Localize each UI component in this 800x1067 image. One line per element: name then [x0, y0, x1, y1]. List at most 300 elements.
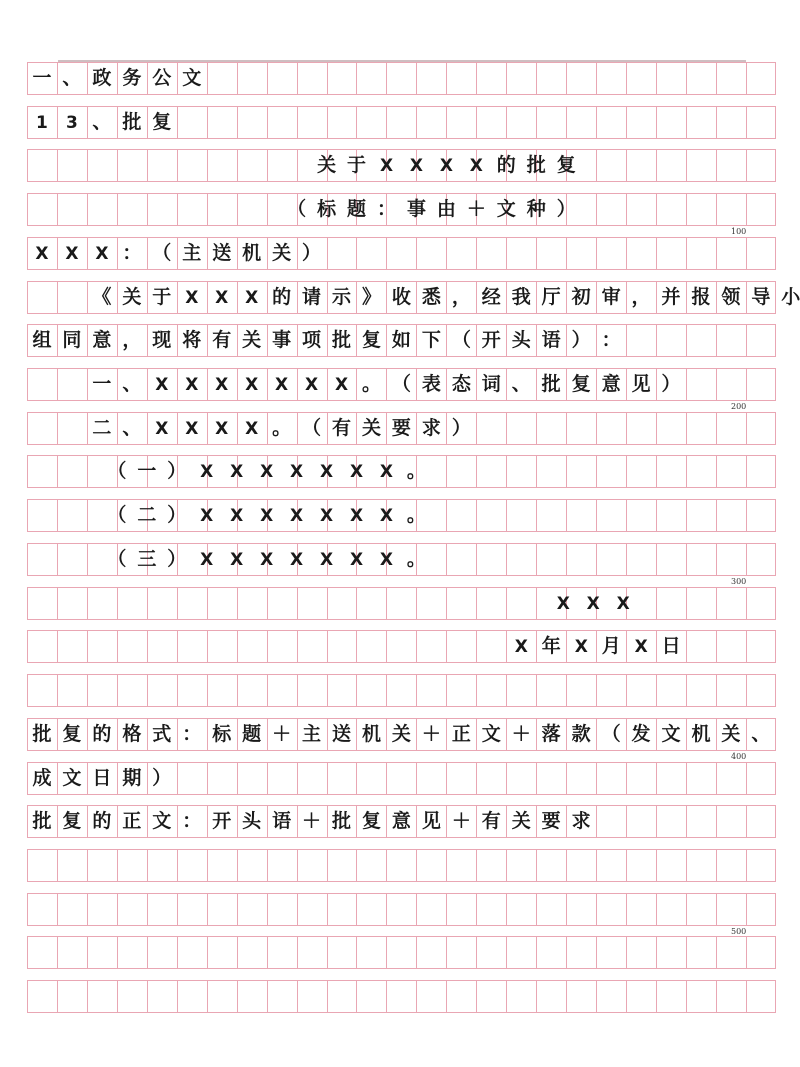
grid-cell	[27, 894, 57, 925]
grid-cell	[716, 588, 746, 619]
grid-cell	[207, 107, 237, 138]
grid-cell	[506, 238, 536, 269]
grid-cell	[656, 456, 686, 487]
grid-cell	[476, 981, 506, 1012]
text-line: 1 3 、 批 复	[36, 110, 172, 133]
grid-cell	[686, 544, 716, 575]
grid-cell	[746, 456, 776, 487]
text-line: （ 二 ） X X X X X X X 。	[107, 504, 426, 527]
grid-cell	[746, 413, 776, 444]
grid-cell	[356, 588, 386, 619]
grid-cell	[177, 631, 207, 662]
grid-cell	[626, 544, 656, 575]
grid-cell	[686, 675, 716, 706]
grid-cell	[237, 763, 267, 794]
grid-cell	[267, 631, 297, 662]
grid-cell	[57, 194, 87, 225]
grid-cell	[117, 981, 147, 1012]
grid-cell	[177, 894, 207, 925]
grid-cell	[626, 456, 656, 487]
grid-cell	[237, 63, 267, 94]
grid-cell	[686, 631, 716, 662]
grid-cell	[566, 763, 596, 794]
grid-cell	[686, 981, 716, 1012]
grid-cell	[27, 456, 57, 487]
grid-cell	[327, 981, 357, 1012]
grid-cell	[207, 675, 237, 706]
grid-cell	[596, 456, 626, 487]
grid-cell	[57, 369, 87, 400]
grid-cell	[476, 631, 506, 662]
grid-cell	[596, 413, 626, 444]
character-count-marker: 500	[731, 926, 747, 936]
grid-cell	[57, 500, 87, 531]
grid-cell	[566, 456, 596, 487]
grid-cell	[327, 631, 357, 662]
grid-cell	[327, 238, 357, 269]
grid-cell	[356, 675, 386, 706]
grid-cell	[716, 806, 746, 837]
grid-cell	[626, 194, 656, 225]
grid-cell	[716, 763, 746, 794]
grid-cell	[446, 894, 476, 925]
grid-cell	[386, 763, 416, 794]
character-count-marker: 100	[731, 227, 747, 237]
grid-cell	[147, 894, 177, 925]
grid-cell	[386, 850, 416, 881]
grid-cell	[356, 850, 386, 881]
grid-cell	[566, 894, 596, 925]
text-line: （ 标 题 ： 事 由 ＋ 文 种 ）	[287, 198, 576, 221]
grid-cell	[207, 981, 237, 1012]
grid-cell	[297, 588, 327, 619]
grid-cell	[87, 981, 117, 1012]
grid-cell	[177, 150, 207, 181]
grid-cell	[297, 675, 327, 706]
grid-cell	[267, 981, 297, 1012]
grid-row	[27, 893, 776, 926]
grid-cell	[177, 763, 207, 794]
grid-cell	[626, 325, 656, 356]
grid-cell	[267, 150, 297, 181]
grid-cell	[207, 150, 237, 181]
grid-cell	[446, 544, 476, 575]
grid-cell	[147, 981, 177, 1012]
grid-cell	[27, 544, 57, 575]
grid-cell	[716, 937, 746, 968]
grid-cell	[177, 850, 207, 881]
grid-cell	[746, 194, 776, 225]
grid-row	[27, 674, 776, 707]
grid-row	[27, 849, 776, 882]
grid-cell	[386, 631, 416, 662]
grid-cell	[416, 675, 446, 706]
grid-cell	[746, 588, 776, 619]
grid-cell	[446, 675, 476, 706]
grid-cell	[746, 806, 776, 837]
grid-cell	[656, 763, 686, 794]
grid-cell	[267, 63, 297, 94]
grid-cell	[327, 63, 357, 94]
grid-cell	[686, 806, 716, 837]
grid-cell	[237, 150, 267, 181]
grid-cell	[536, 763, 566, 794]
grid-cell	[686, 763, 716, 794]
grid-cell	[476, 63, 506, 94]
grid-cell	[386, 937, 416, 968]
text-line: 二 、 X X X X 。 （ 有 关 要 求 ）	[92, 416, 471, 439]
grid-cell	[626, 763, 656, 794]
grid-cell	[356, 937, 386, 968]
grid-cell	[566, 413, 596, 444]
grid-cell	[626, 63, 656, 94]
grid-cell	[746, 369, 776, 400]
grid-cell	[297, 63, 327, 94]
grid-cell	[596, 763, 626, 794]
grid-cell	[716, 500, 746, 531]
grid-cell	[416, 850, 446, 881]
grid-cell	[536, 850, 566, 881]
grid-cell	[596, 238, 626, 269]
grid-cell	[716, 631, 746, 662]
grid-cell	[656, 500, 686, 531]
grid-cell	[476, 413, 506, 444]
grid-cell	[147, 937, 177, 968]
grid-cell	[117, 194, 147, 225]
grid-cell	[626, 675, 656, 706]
grid-cell	[686, 107, 716, 138]
grid-cell	[87, 850, 117, 881]
grid-cell	[207, 631, 237, 662]
grid-cell	[446, 937, 476, 968]
grid-cell	[596, 194, 626, 225]
grid-cell	[117, 894, 147, 925]
grid-cell	[237, 631, 267, 662]
grid-cell	[716, 63, 746, 94]
grid-cell	[267, 588, 297, 619]
grid-cell	[716, 369, 746, 400]
grid-cell	[237, 981, 267, 1012]
grid-cell	[506, 763, 536, 794]
text-line: 组 同 意 ， 现 将 有 关 事 项 批 复 如 下 （ 开 头 语 ） ：	[32, 329, 621, 352]
grid-cell	[536, 894, 566, 925]
grid-cell	[386, 981, 416, 1012]
grid-cell	[147, 150, 177, 181]
grid-cell	[656, 194, 686, 225]
grid-cell	[506, 937, 536, 968]
grid-cell	[476, 763, 506, 794]
grid-cell	[356, 238, 386, 269]
grid-cell	[297, 631, 327, 662]
grid-cell	[177, 981, 207, 1012]
grid-cell	[177, 937, 207, 968]
grid-cell	[596, 675, 626, 706]
grid-cell	[117, 937, 147, 968]
grid-row	[27, 980, 776, 1013]
grid-cell	[506, 107, 536, 138]
grid-cell	[566, 107, 596, 138]
grid-cell	[237, 675, 267, 706]
grid-cell	[716, 150, 746, 181]
grid-cell	[386, 894, 416, 925]
grid-cell	[656, 937, 686, 968]
grid-cell	[57, 894, 87, 925]
grid-cell	[267, 763, 297, 794]
grid-cell	[177, 588, 207, 619]
grid-cell	[446, 107, 476, 138]
grid-cell	[237, 850, 267, 881]
grid-cell	[416, 107, 446, 138]
grid-cell	[87, 150, 117, 181]
grid-cell	[596, 850, 626, 881]
grid-cell	[626, 937, 656, 968]
grid-cell	[506, 981, 536, 1012]
grid-cell	[746, 937, 776, 968]
grid-cell	[446, 763, 476, 794]
grid-cell	[536, 937, 566, 968]
text-line: 一 、 X X X X X X X 。 （ 表 态 词 、 批 复 意 见 ）	[92, 373, 681, 396]
grid-cell	[656, 588, 686, 619]
grid-cell	[626, 413, 656, 444]
grid-cell	[686, 63, 716, 94]
grid-cell	[27, 194, 57, 225]
grid-cell	[267, 675, 297, 706]
grid-cell	[416, 763, 446, 794]
grid-cell	[626, 806, 656, 837]
grid-cell	[267, 850, 297, 881]
grid-cell	[716, 325, 746, 356]
grid-cell	[686, 588, 716, 619]
grid-cell	[686, 894, 716, 925]
grid-row	[27, 587, 776, 620]
grid-cell	[656, 63, 686, 94]
grid-cell	[626, 850, 656, 881]
grid-cell	[416, 937, 446, 968]
grid-cell	[356, 894, 386, 925]
grid-cell	[746, 675, 776, 706]
grid-cell	[356, 63, 386, 94]
grid-cell	[506, 894, 536, 925]
text-line: （ 一 ） X X X X X X X 。	[107, 460, 426, 483]
grid-cell	[476, 588, 506, 619]
grid-cell	[27, 981, 57, 1012]
grid-cell	[57, 850, 87, 881]
grid-cell	[207, 850, 237, 881]
grid-cell	[746, 763, 776, 794]
grid-cell	[416, 981, 446, 1012]
grid-cell	[27, 369, 57, 400]
grid-cell	[626, 894, 656, 925]
grid-cell	[536, 456, 566, 487]
grid-cell	[27, 588, 57, 619]
grid-cell	[446, 456, 476, 487]
grid-cell	[746, 150, 776, 181]
grid-cell	[656, 981, 686, 1012]
grid-cell	[297, 981, 327, 1012]
grid-cell	[356, 107, 386, 138]
grid-cell	[57, 588, 87, 619]
grid-cell	[207, 894, 237, 925]
grid-cell	[147, 850, 177, 881]
grid-cell	[386, 63, 416, 94]
grid-cell	[416, 63, 446, 94]
grid-cell	[476, 238, 506, 269]
grid-cell	[237, 107, 267, 138]
grid-cell	[386, 588, 416, 619]
grid-cell	[506, 588, 536, 619]
grid-cell	[536, 413, 566, 444]
grid-cell	[297, 107, 327, 138]
grid-cell	[446, 500, 476, 531]
grid-cell	[506, 500, 536, 531]
grid-cell	[566, 981, 596, 1012]
grid-cell	[237, 588, 267, 619]
grid-cell	[596, 150, 626, 181]
grid-cell	[207, 588, 237, 619]
grid-cell	[746, 63, 776, 94]
grid-cell	[596, 107, 626, 138]
grid-cell	[686, 238, 716, 269]
grid-cell	[57, 675, 87, 706]
grid-cell	[386, 675, 416, 706]
grid-cell	[626, 500, 656, 531]
grid-cell	[716, 850, 746, 881]
text-line: X 年 X 月 X 日	[514, 635, 681, 658]
grid-cell	[746, 238, 776, 269]
grid-cell	[476, 894, 506, 925]
grid-cell	[476, 456, 506, 487]
grid-cell	[506, 63, 536, 94]
grid-cell	[506, 413, 536, 444]
grid-cell	[686, 456, 716, 487]
grid-cell	[57, 544, 87, 575]
grid-cell	[536, 500, 566, 531]
grid-cell	[267, 937, 297, 968]
grid-cell	[746, 107, 776, 138]
grid-cell	[686, 500, 716, 531]
grid-cell	[716, 544, 746, 575]
text-line: 批 复 的 正 文 ： 开 头 语 ＋ 批 复 意 见 ＋ 有 关 要 求	[32, 810, 591, 833]
grid-cell	[686, 850, 716, 881]
character-count-marker: 400	[731, 751, 747, 761]
grid-cell	[446, 238, 476, 269]
grid-cell	[327, 763, 357, 794]
text-line: 关 于 X X X X 的 批 复	[317, 154, 576, 177]
grid-cell	[656, 850, 686, 881]
grid-cell	[177, 107, 207, 138]
grid-cell	[716, 413, 746, 444]
grid-cell	[506, 675, 536, 706]
grid-cell	[207, 63, 237, 94]
grid-cell	[297, 763, 327, 794]
grid-cell	[416, 631, 446, 662]
grid-cell	[716, 894, 746, 925]
grid-cell	[626, 238, 656, 269]
text-line: X X X	[556, 593, 630, 614]
grid-cell	[297, 894, 327, 925]
grid-cell	[536, 675, 566, 706]
grid-cell	[386, 238, 416, 269]
grid-cell	[476, 675, 506, 706]
grid-cell	[27, 937, 57, 968]
grid-cell	[27, 850, 57, 881]
grid-cell	[716, 456, 746, 487]
grid-cell	[746, 894, 776, 925]
grid-cell	[656, 238, 686, 269]
grid-cell	[476, 850, 506, 881]
grid-cell	[536, 544, 566, 575]
grid-cell	[656, 544, 686, 575]
grid-cell	[237, 937, 267, 968]
grid-cell	[177, 194, 207, 225]
grid-cell	[596, 937, 626, 968]
grid-cell	[596, 981, 626, 1012]
character-count-marker: 200	[731, 402, 747, 412]
grid-cell	[27, 282, 57, 313]
grid-cell	[327, 675, 357, 706]
grid-cell	[207, 763, 237, 794]
grid-cell	[446, 850, 476, 881]
grid-cell	[57, 413, 87, 444]
grid-cell	[656, 894, 686, 925]
grid-cell	[147, 588, 177, 619]
grid-cell	[147, 675, 177, 706]
grid-cell	[386, 107, 416, 138]
grid-cell	[656, 806, 686, 837]
text-line: （ 三 ） X X X X X X X 。	[107, 547, 426, 570]
grid-cell	[177, 675, 207, 706]
text-line: 批 复 的 格 式 ： 标 题 ＋ 主 送 机 关 ＋ 正 文 ＋ 落 款 （ 发 文 机 关 、	[32, 722, 771, 745]
grid-cell	[716, 675, 746, 706]
grid-cell	[117, 850, 147, 881]
text-line: 一 、 政 务 公 文	[32, 67, 202, 89]
grid-cell	[87, 588, 117, 619]
grid-cell	[536, 107, 566, 138]
grid-cell	[746, 631, 776, 662]
text-line: X X X ： （ 主 送 机 关 ）	[35, 241, 322, 264]
grid-cell	[27, 631, 57, 662]
grid-cell	[506, 850, 536, 881]
grid-cell	[57, 937, 87, 968]
grid-cell	[147, 194, 177, 225]
grid-cell	[656, 150, 686, 181]
grid-cell	[207, 937, 237, 968]
grid-cell	[356, 763, 386, 794]
grid-cell	[27, 500, 57, 531]
grid-cell	[656, 413, 686, 444]
grid-cell	[716, 981, 746, 1012]
grid-cell	[686, 325, 716, 356]
grid-cell	[446, 588, 476, 619]
character-count-marker: 300	[731, 576, 747, 586]
grid-cell	[297, 850, 327, 881]
grid-cell	[327, 588, 357, 619]
grid-cell	[57, 150, 87, 181]
grid-cell	[446, 63, 476, 94]
grid-cell	[596, 500, 626, 531]
grid-cell	[566, 238, 596, 269]
grid-cell	[656, 675, 686, 706]
text-line: 《 关 于 X X X 的 请 示 》 收 悉 ， 经 我 厅 初 审 ， 并 报 领 导 小	[92, 285, 800, 308]
grid-cell	[746, 325, 776, 356]
grid-cell	[626, 107, 656, 138]
grid-cell	[446, 631, 476, 662]
grid-cell	[506, 544, 536, 575]
grid-cell	[686, 937, 716, 968]
grid-cell	[596, 806, 626, 837]
grid-cell	[716, 238, 746, 269]
grid-cell	[147, 631, 177, 662]
